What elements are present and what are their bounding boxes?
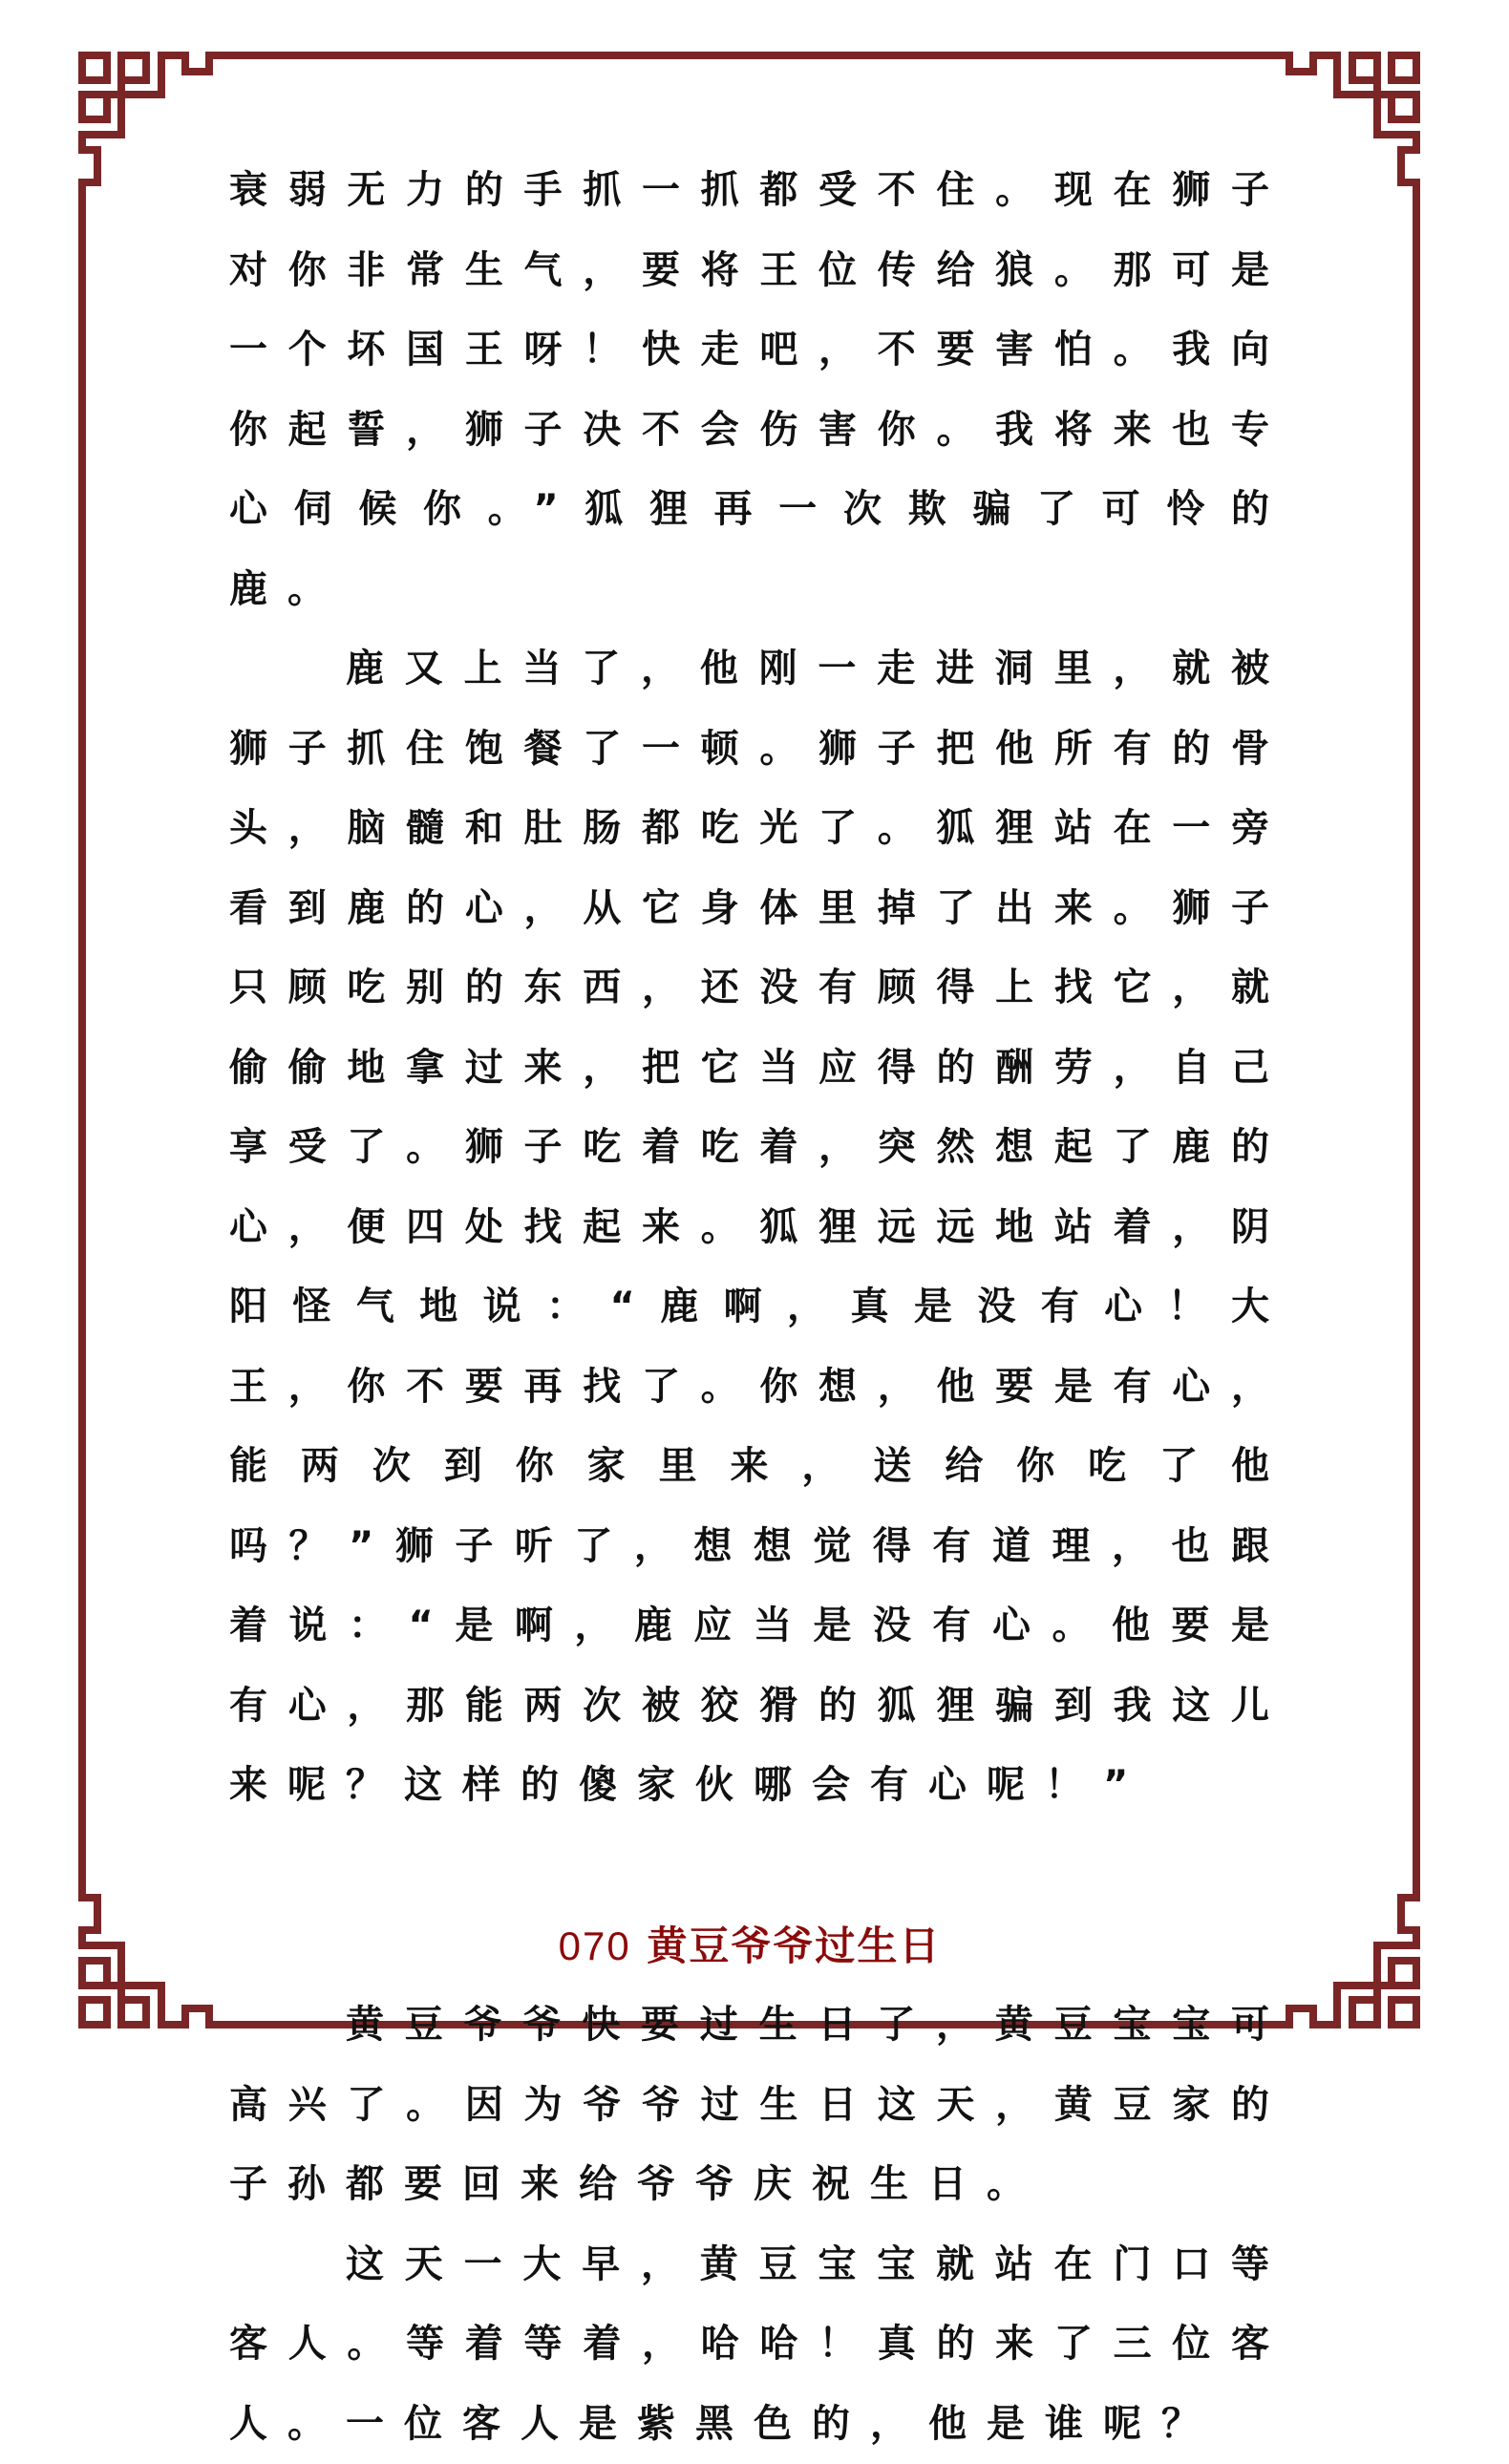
story-number: 070 xyxy=(559,1923,631,1968)
story-title xyxy=(210,1906,1289,1986)
story-title-text: 黄豆爷爷过生日 xyxy=(647,1922,941,1969)
story1-paragraph-2: 鹿又上当了，他刚一走进洞里，就被狮子抓住饱餐了一顿。狮子把他所有的骨头，脑髓和肚肠都吃光了。狐狸站在一旁看到鹿的心，从它身体里掉了出来。狮子只顾吃别的东西，还没有顾得上找它，就偷偷地拿过来，把它当应得的酬劳，自己享受了。狮子吃着吃着，突然想起了鹿的心，便四处找起来。狐狸远远地站着，阴阳怪气地说：“鹿啊，真是没有心！大王，你不要再找了。你想，他要是有心，能两次到你家里来，送给你吃了他吗？”狮子听了，想想觉得有道理，也跟着说：“是啊，鹿应当是没有心。他要是有心，那能两次被狡猾的狐狸骗到我这儿来呢？这样的傻家伙哪会有心呢！” xyxy=(229,629,1289,1826)
corner-ornament-bottom-right xyxy=(1289,1860,1416,2025)
page-content xyxy=(229,151,1289,2464)
story2-paragraph-1: 黄豆爷爷快要过生日了，黄豆宝宝可高兴了。因为爷爷过生日这天，黄豆家的子孙都要回来给爷爷庆祝生日。 xyxy=(229,1986,1289,2225)
corner-ornament-top-right xyxy=(1289,55,1416,220)
story1-paragraph-1: 衰弱无力的手抓一抓都受不住。现在狮子对你非常生气，要将王位传给狼。那可是一个坏国王呀！快走吧，不要害怕。我向你起誓，狮子决不会伤害你。我将来也专心伺候你。”狐狸再一次欺骗了可怜的鹿。 xyxy=(229,151,1289,629)
corner-ornament-top-left xyxy=(82,55,209,220)
corner-ornament-bottom-left xyxy=(82,1860,209,2025)
story2-paragraph-2: 这天一大早，黄豆宝宝就站在门口等客人。等着等着，哈哈！真的来了三位客人。一位客人是紫黑色的，他是谁呢？ xyxy=(229,2225,1289,2464)
